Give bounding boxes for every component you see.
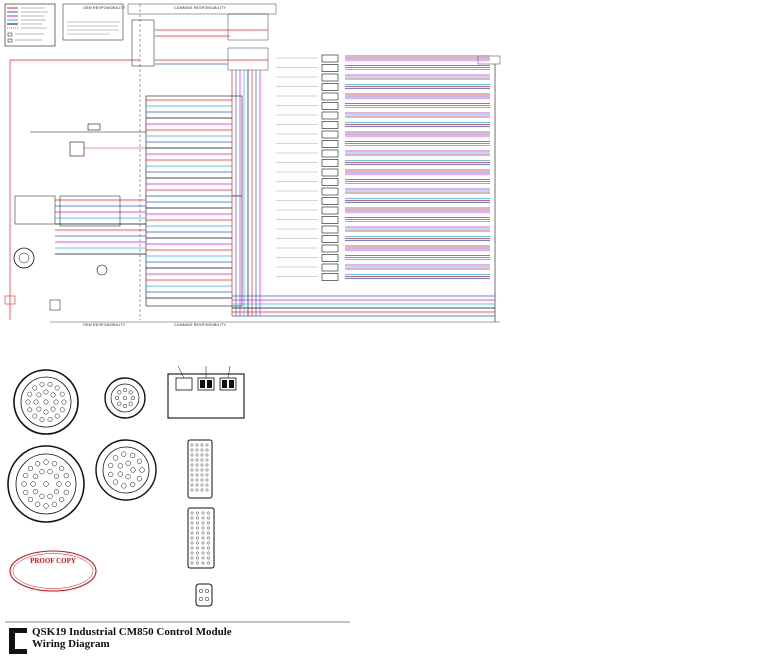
connector-pin	[196, 489, 198, 491]
connector-pin	[33, 474, 38, 479]
connector-pin	[22, 482, 27, 487]
4-pin-connector-icon	[196, 584, 212, 606]
connector-pin	[59, 497, 64, 502]
connector-pin	[202, 552, 204, 554]
sensor-connector-icon	[322, 179, 338, 186]
connector-pin	[207, 562, 209, 564]
connector-pin	[33, 489, 38, 494]
cummins-logo-icon	[9, 628, 27, 654]
sensor-connector-icon	[322, 274, 338, 281]
connector-pin	[40, 382, 44, 386]
document-subtitle: Wiring Diagram	[32, 638, 110, 650]
connector-pin	[202, 542, 204, 544]
connector-pin	[196, 542, 198, 544]
connector-pin	[31, 482, 36, 487]
31-pin-harness-connector-icon	[8, 446, 84, 522]
left-components	[5, 60, 140, 320]
proof-copy-label-box	[10, 548, 96, 594]
connector-pin	[48, 494, 53, 499]
connector-pin	[191, 444, 193, 446]
connector-pin	[129, 402, 133, 406]
connector-pin	[196, 522, 198, 524]
connector-pin	[44, 410, 48, 414]
connector-pin	[191, 542, 193, 544]
connector-pin	[121, 452, 126, 457]
connector-pin	[118, 463, 123, 468]
connector-pin	[191, 532, 193, 534]
connector-pin	[206, 469, 208, 471]
cummins-responsibility-label-bottom: CUMMINS RESPONSIBILITY	[174, 323, 227, 327]
connector-pin	[118, 472, 123, 477]
connector-pin	[196, 557, 198, 559]
connector-pin	[121, 483, 126, 488]
connector-pin	[191, 537, 193, 539]
connector-pin	[201, 449, 203, 451]
connector-pin	[196, 517, 198, 519]
cummins-responsibility-label-top: CUMMINS RESPONSIBILITY	[174, 6, 227, 10]
60-pin-connector-icon	[188, 508, 214, 568]
connector-pin	[131, 396, 135, 400]
connector-pin	[37, 407, 41, 411]
connector-pin	[44, 400, 48, 404]
connector-pin	[206, 454, 208, 456]
connector-pin	[140, 468, 145, 473]
proof-copy-label: PROOF COPY	[30, 557, 76, 565]
connector-pin	[44, 460, 49, 465]
sensor-connector-icon	[322, 65, 338, 72]
connector-pin	[196, 552, 198, 554]
connector-pin	[51, 407, 55, 411]
sensor-connector-icon	[322, 169, 338, 176]
connector-pin	[191, 522, 193, 524]
connector-pin	[207, 542, 209, 544]
connector-pin	[123, 396, 127, 400]
connector-pin	[191, 517, 193, 519]
sensor-connector-icon	[322, 255, 338, 262]
sensor-connector-icon	[322, 74, 338, 81]
connector-pin	[191, 474, 193, 476]
connector-pin	[66, 482, 71, 487]
connector-pin	[206, 479, 208, 481]
connector-pin	[196, 547, 198, 549]
connector-pin	[62, 400, 66, 404]
connector-pin	[191, 484, 193, 486]
connector-pin	[130, 453, 135, 458]
connector-pin	[57, 482, 62, 487]
engine-sensors	[276, 55, 338, 281]
connector-pin	[191, 469, 193, 471]
connector-pin	[202, 512, 204, 514]
connector-pin	[191, 552, 193, 554]
connector-pin	[196, 484, 198, 486]
connector-pin	[34, 400, 38, 404]
connector-pin	[131, 468, 136, 473]
connector-pin	[191, 547, 193, 549]
legend-box	[5, 4, 55, 46]
connector-pin	[191, 562, 193, 564]
connector-pin	[201, 469, 203, 471]
connector-pin	[206, 449, 208, 451]
connector-pin	[191, 459, 193, 461]
connector-pin	[35, 461, 40, 466]
ecm-module-icon	[168, 366, 244, 418]
connector-pin	[196, 532, 198, 534]
connector-pin	[51, 393, 55, 397]
connector-pin	[207, 552, 209, 554]
connector-pin	[52, 502, 57, 507]
connector-pin	[48, 469, 53, 474]
connector-pin	[33, 414, 37, 418]
connector-pin	[202, 517, 204, 519]
connector-pin	[108, 463, 113, 468]
sensor-connector-icon	[322, 226, 338, 233]
sensor-connector-icon	[322, 84, 338, 91]
connector-pin	[48, 417, 52, 421]
sensor-connector-icon	[322, 112, 338, 119]
sensor-connector-icon	[322, 131, 338, 138]
connector-pin	[191, 464, 193, 466]
sensor-connector-icon	[322, 93, 338, 100]
connector-pin	[26, 400, 30, 404]
connector-pin	[113, 480, 118, 485]
connector-pin	[206, 444, 208, 446]
9-pin-deutsch-connector-icon	[105, 378, 145, 418]
connector-pin	[201, 464, 203, 466]
connector-pin	[44, 482, 49, 487]
connector-pin	[191, 479, 193, 481]
sensor-connector-icon	[322, 264, 338, 271]
connector-pin	[201, 489, 203, 491]
connector-pin	[113, 456, 118, 461]
connector-pin	[55, 386, 59, 390]
connector-pin	[202, 537, 204, 539]
connector-pin	[207, 512, 209, 514]
sensor-connector-icon	[322, 207, 338, 214]
sensor-connector-icon	[322, 198, 338, 205]
connector-pin	[207, 537, 209, 539]
connector-pin	[64, 473, 69, 478]
connector-pin	[196, 449, 198, 451]
connector-pin	[126, 474, 131, 479]
sensor-connector-icon	[322, 160, 338, 167]
connector-pin	[196, 469, 198, 471]
connector-pin	[202, 527, 204, 529]
connector-pin	[191, 557, 193, 559]
connector-pin	[206, 474, 208, 476]
connector-pin	[196, 479, 198, 481]
connector-pin	[108, 472, 113, 477]
connector-pin	[130, 482, 135, 487]
connector-pin	[196, 444, 198, 446]
connector-pin	[191, 454, 193, 456]
sensor-connector-icon	[322, 245, 338, 252]
connector-pin	[201, 454, 203, 456]
oem-responsibility-label-bottom: OEM RESPONSIBILITY	[83, 323, 126, 327]
connector-pin	[23, 473, 28, 478]
connector-pin	[196, 562, 198, 564]
sensor-connector-icon	[322, 103, 338, 110]
31-pin-engine-connector-icon	[14, 370, 78, 434]
connector-pin	[60, 392, 64, 396]
oem-responsibility-label-top: OEM RESPONSIBILITY	[83, 6, 126, 10]
connector-pin	[202, 522, 204, 524]
connector-pin	[129, 391, 133, 395]
sensor-connector-icon	[322, 141, 338, 148]
connector-pin	[64, 490, 69, 495]
connector-pin	[44, 390, 48, 394]
connector-pin	[40, 417, 44, 421]
connector-pin	[44, 504, 49, 509]
connector-pin	[23, 490, 28, 495]
connector-pin	[206, 489, 208, 491]
connector-pin	[137, 476, 142, 481]
connector-pin	[202, 562, 204, 564]
connector-pin	[48, 382, 52, 386]
connector-pin	[201, 479, 203, 481]
connector-pin	[206, 459, 208, 461]
fuel-sensor-icon	[88, 124, 100, 130]
connector-pin	[54, 474, 59, 479]
sensor-connector-icon	[322, 188, 338, 195]
connector-pin	[40, 469, 45, 474]
connector-pin	[201, 459, 203, 461]
connector-pin	[118, 391, 122, 395]
connector-pin	[202, 532, 204, 534]
connector-pin	[207, 547, 209, 549]
document-title: QSK19 Industrial CM850 Control Module	[32, 626, 232, 638]
connector-pin	[207, 532, 209, 534]
connector-pin	[28, 466, 33, 471]
connector-pin	[55, 414, 59, 418]
connector-pin	[28, 408, 32, 412]
connector-pin	[196, 464, 198, 466]
connector-pin	[123, 404, 127, 408]
connector-pin	[202, 547, 204, 549]
connector-pin	[115, 396, 119, 400]
connector-pin	[137, 459, 142, 464]
connector-pin	[196, 474, 198, 476]
connector-pin	[59, 466, 64, 471]
16-pin-power-connector-icon	[96, 440, 156, 500]
sensor-connector-icon	[322, 122, 338, 129]
connector-pin	[206, 464, 208, 466]
50-pin-connector-icon	[188, 440, 212, 498]
sensor-connector-icon	[322, 55, 338, 62]
connector-pin	[201, 444, 203, 446]
connector-pin	[35, 502, 40, 507]
connector-pin	[191, 527, 193, 529]
sensor-connector-icon	[322, 150, 338, 157]
connector-pin	[28, 497, 33, 502]
connector-pin	[201, 474, 203, 476]
connector-pin	[191, 449, 193, 451]
connector-pin	[126, 461, 131, 466]
connector-pin	[196, 454, 198, 456]
connector-pin	[54, 489, 59, 494]
connector-pin	[196, 527, 198, 529]
connector-pin	[207, 557, 209, 559]
connector-pin	[191, 512, 193, 514]
connector-pin	[33, 386, 37, 390]
connector-pin	[196, 537, 198, 539]
connector-pin	[202, 557, 204, 559]
harness-wires	[30, 30, 495, 316]
connector-pin	[54, 400, 58, 404]
connector-pin	[60, 408, 64, 412]
connector-pin	[40, 494, 45, 499]
diagnostic-connector-icon	[14, 248, 34, 268]
connector-pin	[206, 484, 208, 486]
sensor-connector-icon	[322, 217, 338, 224]
key-switch-icon	[97, 265, 107, 275]
sensor-connector-icon	[322, 236, 338, 243]
connector-pin	[207, 517, 209, 519]
connector-pin	[118, 402, 122, 406]
connector-pin	[123, 388, 127, 392]
connector-pin	[196, 512, 198, 514]
connector-pin	[52, 461, 57, 466]
connector-pin	[207, 522, 209, 524]
connector-pin	[191, 489, 193, 491]
connector-pin	[37, 393, 41, 397]
connector-pin	[196, 459, 198, 461]
connector-pin	[28, 392, 32, 396]
connector-pin	[201, 484, 203, 486]
connector-pin	[207, 527, 209, 529]
